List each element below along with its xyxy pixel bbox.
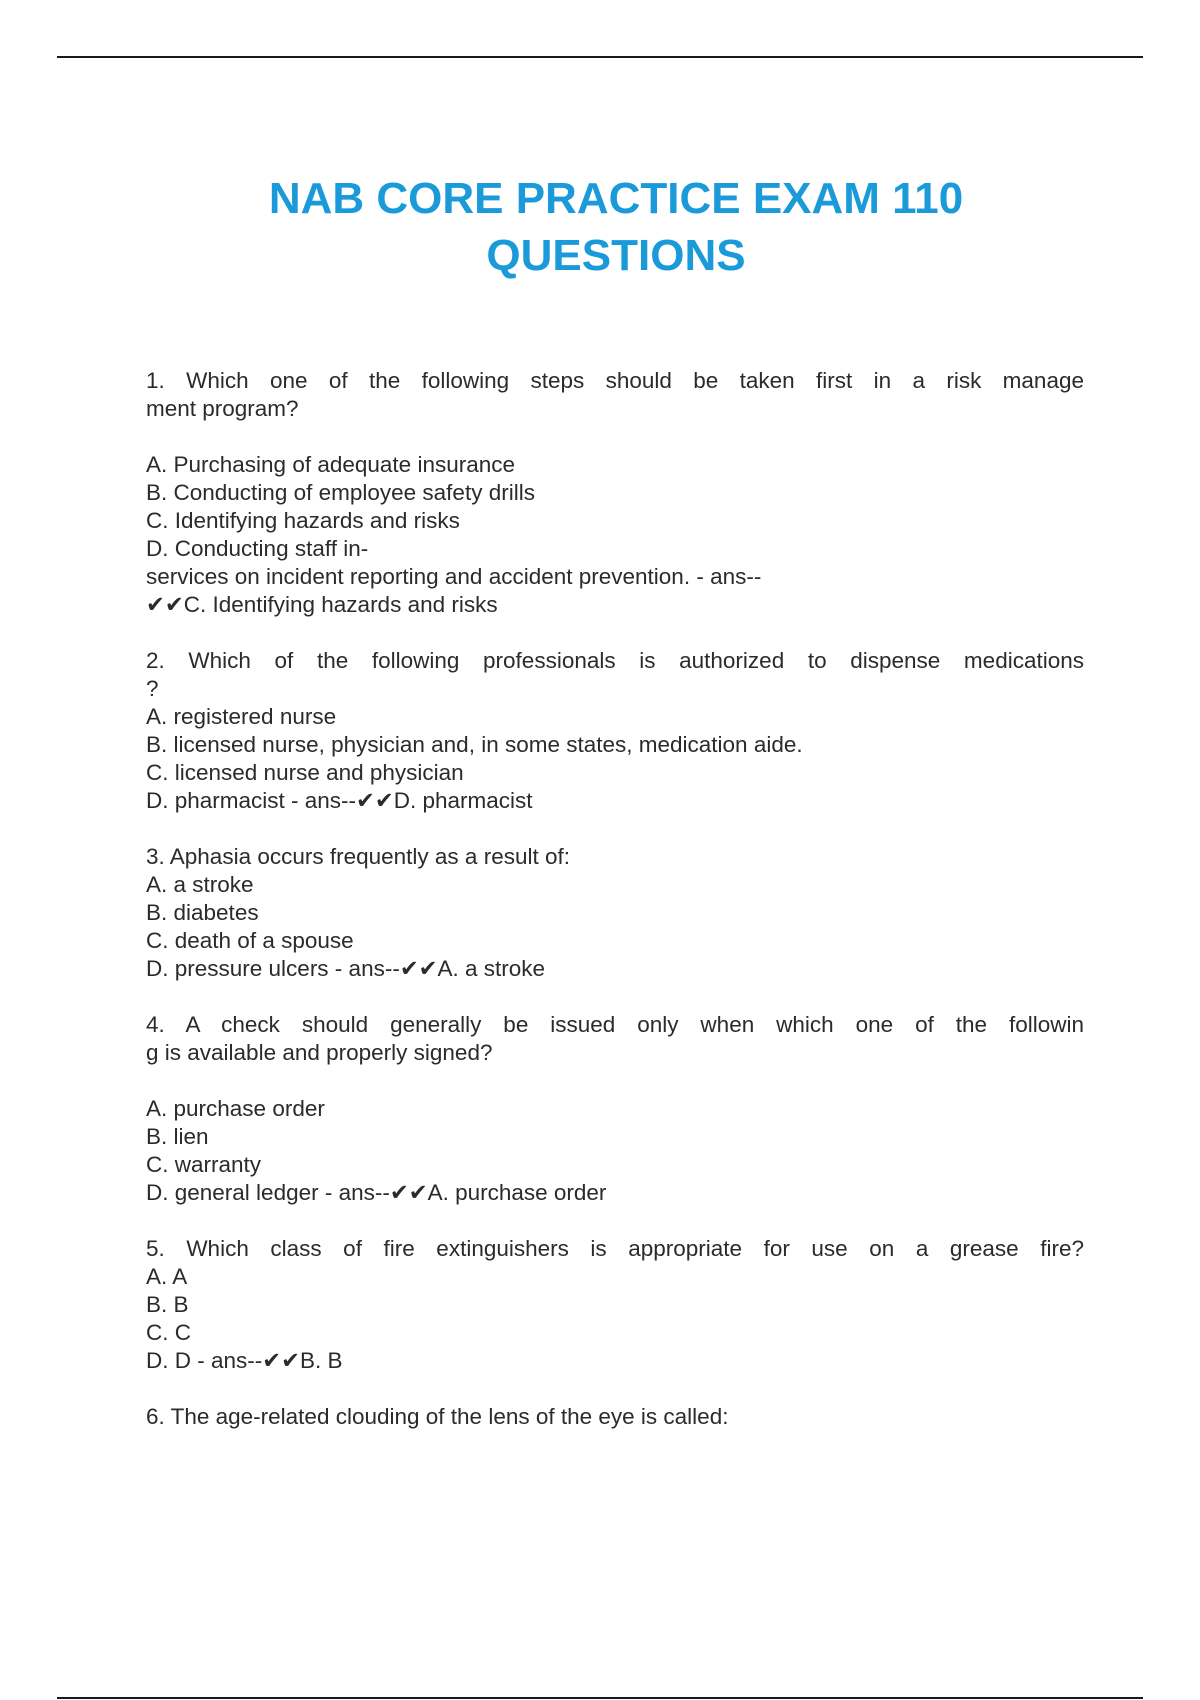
question-3 (146, 843, 1084, 983)
question-1-option-a: A. Purchasing of adequate insurance (146, 452, 515, 477)
question-5-stem: 5. Which class of fire extinguishers is appropriate for use on a grease fire? (146, 1236, 1084, 1261)
question-2-stem-line-2: ? (146, 676, 159, 701)
question-5-option-a: A. A (146, 1264, 188, 1289)
title-line-1: NAB CORE PRACTICE EXAM 110 (268, 174, 964, 223)
question-2-option-d-answer: D. pharmacist - ans--✔✔D. pharmacist (146, 788, 533, 813)
question-5 (146, 1235, 1084, 1375)
question-3-option-d-answer: D. pressure ulcers - ans--✔✔A. a stroke (146, 956, 546, 981)
question-4-option-d-answer: D. general ledger - ans--✔✔A. purchase order (146, 1180, 607, 1205)
question-2-stem-line-1: 2. Which of the following professionals is authorized to dispense medications (146, 648, 1084, 673)
question-3-stem: 3. Aphasia occurs frequently as a result of: (146, 844, 570, 869)
top-rule (57, 56, 1143, 58)
question-3-option-c: C. death of a spouse (146, 928, 354, 953)
question-list (146, 367, 1084, 1431)
question-4-stem-line-2: g is available and properly signed? (146, 1040, 493, 1065)
document-title (0, 170, 1200, 284)
question-4 (146, 1011, 1084, 1207)
question-6 (146, 1403, 1084, 1431)
question-1-option-b: B. Conducting of employee safety drills (146, 480, 535, 505)
question-3-option-b: B. diabetes (146, 900, 259, 925)
question-1-option-d: D. Conducting staff in- (146, 536, 369, 561)
question-1-answer: ✔✔C. Identifying hazards and risks (146, 592, 498, 617)
question-2-option-c: C. licensed nurse and physician (146, 760, 464, 785)
title-line-2: QUESTIONS (486, 231, 746, 280)
question-1-stem-line-1: 1. Which one of the following steps should be taken first in a risk manage (146, 368, 1084, 393)
question-2-option-a: A. registered nurse (146, 704, 337, 729)
question-4-option-b: B. lien (146, 1124, 209, 1149)
question-4-option-a: A. purchase order (146, 1096, 325, 1121)
question-6-stem: 6. The age-related clouding of the lens of the eye is called: (146, 1404, 729, 1429)
question-3-option-a: A. a stroke (146, 872, 254, 897)
question-5-option-c: C. C (146, 1320, 191, 1345)
question-4-stem-line-1: 4. A check should generally be issued only when which one of the followin (146, 1012, 1084, 1037)
question-2-option-b: B. licensed nurse, physician and, in some states, medication aide. (146, 732, 803, 757)
question-1-stem-line-2: ment program? (146, 396, 299, 421)
question-4-option-c: C. warranty (146, 1152, 262, 1177)
question-1 (146, 367, 1084, 619)
question-5-option-b: B. B (146, 1292, 189, 1317)
question-2 (146, 647, 1084, 815)
bottom-rule (57, 1697, 1143, 1699)
question-5-option-d-answer: D. D - ans--✔✔B. B (146, 1348, 343, 1373)
question-1-option-d-continued: services on incident reporting and accident prevention. - ans-- (146, 564, 762, 589)
question-1-option-c: C. Identifying hazards and risks (146, 508, 460, 533)
